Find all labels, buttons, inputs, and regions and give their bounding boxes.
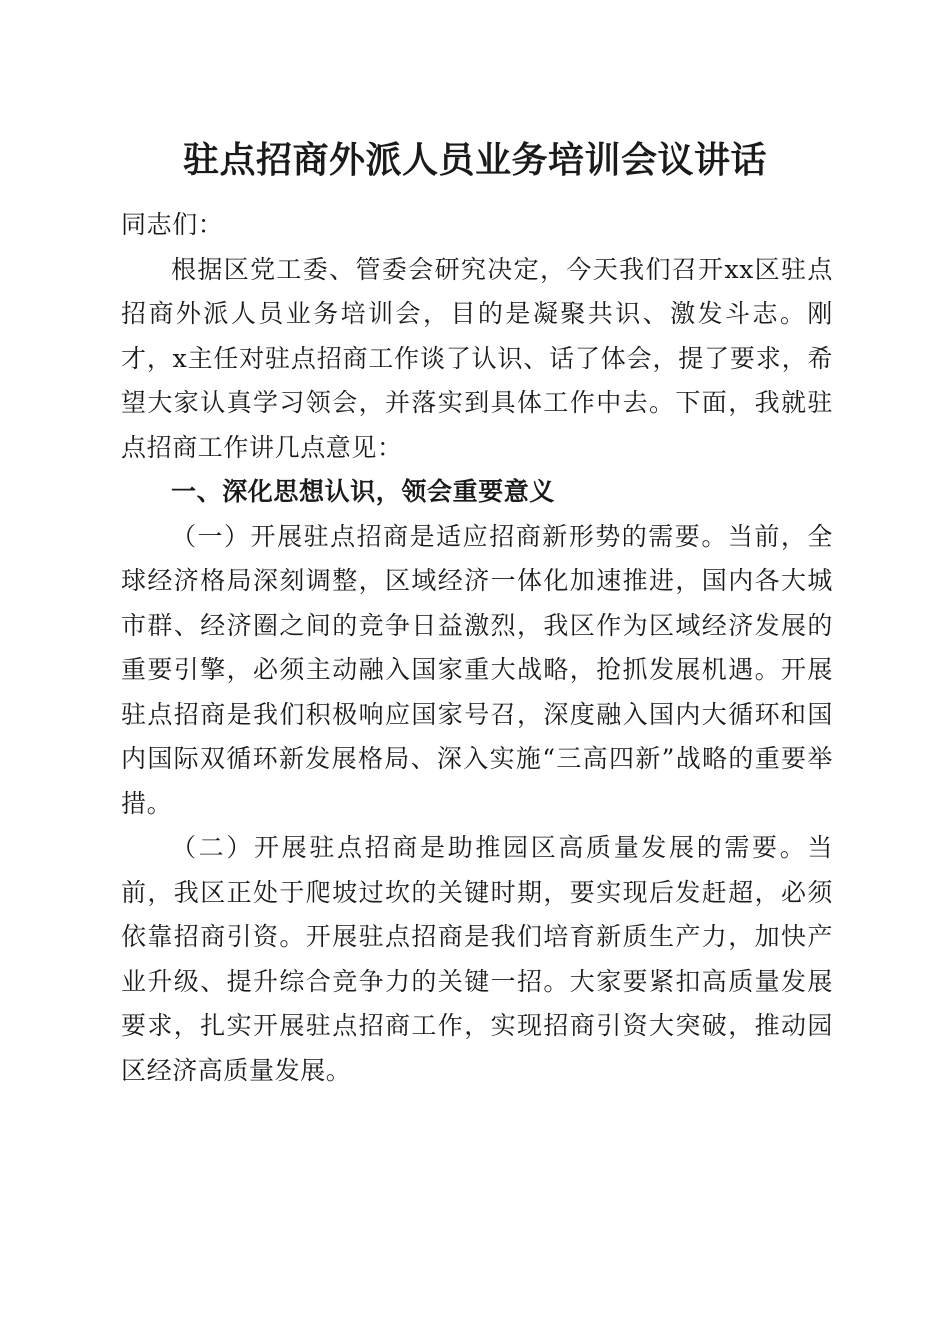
document-title: 驻点招商外派人员业务培训会议讲话: [182, 139, 767, 181]
document-body: [121, 203, 833, 1093]
intro-paragraph: 根据区党工委、管委会研究决定，今天我们召开xx区驻点招商外派人员业务培训会，目的是凝聚共识、激发斗志。刚才，x主任对驻点招商工作谈了认识、话了体会，提了要求，希望大家认真学习领会，并落实到具体工作中去。下面，我就驻点招商工作讲几点意见：: [121, 254, 833, 462]
section-1-item-2-paragraph: （二）开展驻点招商是助推园区高质量发展的需要。当前，我区正处于爬坡过坎的关键时期，要实现后发赶超，必须依靠招商引资。开展驻点招商是我们培育新质生产力，加快产业升级、提升综合竞争力的关键一招。大家要紧扣高质量发展要求，扎实开展驻点招商工作，实现招商引资大突破，推动园区经济高质量发展。: [121, 833, 833, 1085]
section-heading-1: 一、深化思想认识，领会重要意义: [171, 477, 556, 506]
section-1-item-1-paragraph: （一）开展驻点招商是适应招商新形势的需要。当前，全球经济格局深刻调整，区域经济一体化加速推进，国内各大城市群、经济圈之间的竞争日益激烈，我区作为区域经济发展的重要引擎，必须主动融入国家重大战略，抢抓发展机遇。开展驻点招商是我们积极响应国家号召，深度融入国内大循环和国内国际双循环新发展格局、深入实施“三高四新”战略的重要举措。: [121, 521, 833, 818]
salutation: 同志们：: [121, 210, 224, 239]
